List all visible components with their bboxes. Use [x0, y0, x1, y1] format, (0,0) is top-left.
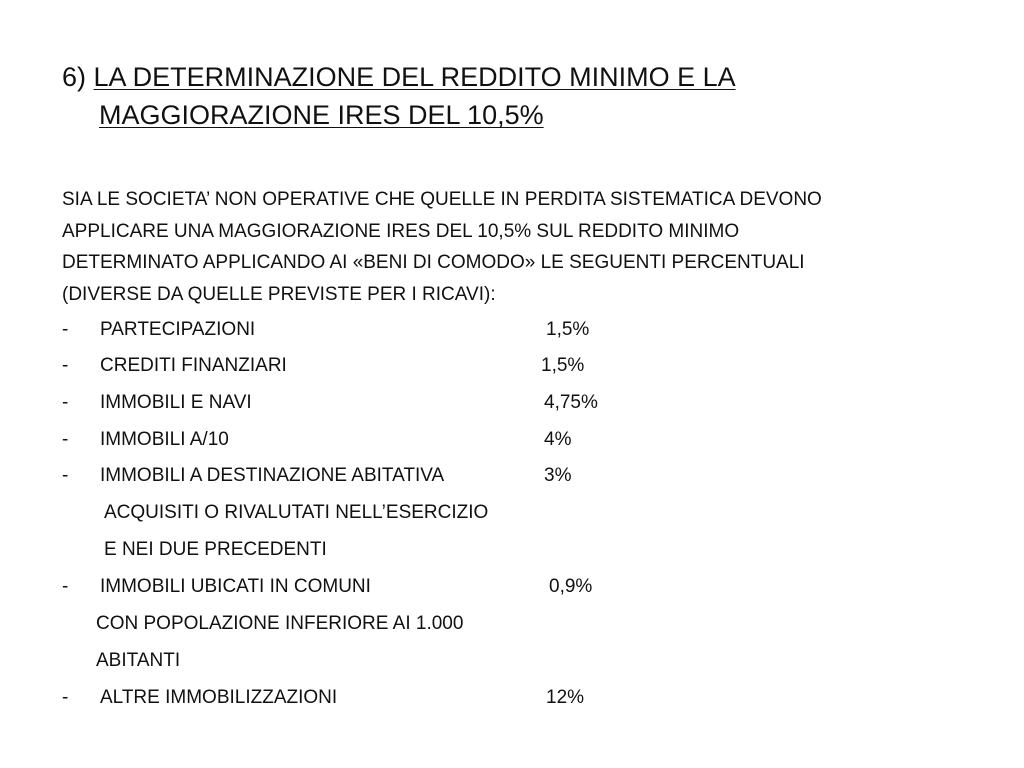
- list-item: [0, 683, 1024, 713]
- item-continuation: ACQUISITI O RIVALUTATI NELL’ESERCIZIO: [104, 502, 489, 523]
- item-label: IMMOBILI UBICATI IN COMUNI: [100, 576, 371, 597]
- bullet-dash: -: [62, 687, 69, 708]
- item-value: 0,9%: [549, 576, 593, 597]
- bullet-dash: -: [62, 392, 69, 413]
- list-item: [0, 388, 1024, 418]
- list-item: [0, 461, 1024, 491]
- item-value: 4,75%: [544, 392, 598, 413]
- title-line-2: MAGGIORAZIONE IRES DEL 10,5%: [99, 100, 544, 130]
- item-value: 3%: [544, 465, 572, 486]
- title-line-1: LA DETERMINAZIONE DEL REDDITO MINIMO E LA: [93, 62, 736, 92]
- slide-title: [62, 58, 822, 134]
- bullet-dash: -: [62, 355, 69, 376]
- list-item: [0, 572, 1024, 602]
- bullet-dash: -: [62, 465, 69, 486]
- item-value: 1,5%: [546, 319, 590, 340]
- list-item: [0, 315, 1024, 345]
- intro-line-4: (DIVERSE DA QUELLE PREVISTE PER I RICAVI):: [62, 283, 496, 305]
- item-value: 12%: [546, 687, 585, 708]
- bullet-dash: -: [62, 576, 69, 597]
- item-continuation: ABITANTI: [96, 650, 181, 671]
- intro-line-2: APPLICARE UNA MAGGIORAZIONE IRES DEL 10,5% SUL REDDITO MINIMO: [62, 220, 740, 242]
- item-label: IMMOBILI E NAVI: [100, 392, 252, 413]
- item-continuation: CON POPOLAZIONE INFERIORE AI 1.000: [96, 613, 464, 634]
- bullet-dash: -: [62, 429, 69, 450]
- bullet-dash: -: [62, 319, 69, 340]
- item-label: ALTRE IMMOBILIZZAZIONI: [100, 687, 338, 708]
- item-value: 1,5%: [541, 355, 585, 376]
- item-continuation: E NEI DUE PRECEDENTI: [104, 539, 327, 560]
- item-label: IMMOBILI A DESTINAZIONE ABITATIVA: [100, 465, 445, 486]
- list-item: [0, 425, 1024, 455]
- list-item: [0, 351, 1024, 381]
- intro-line-1: SIA LE SOCIETA’ NON OPERATIVE CHE QUELLE IN PERDITA SISTEMATICA DEVONO: [62, 189, 822, 210]
- item-value: 4%: [544, 429, 572, 450]
- item-label: IMMOBILI A/10: [100, 429, 229, 450]
- intro-paragraph: [62, 184, 962, 310]
- item-label: PARTECIPAZIONI: [100, 319, 256, 340]
- title-number: 6): [62, 62, 87, 92]
- intro-line-3: DETERMINATO APPLICANDO AI «BENI DI COMODO» LE SEGUENTI PERCENTUALI: [62, 252, 805, 273]
- item-label: CREDITI FINANZIARI: [100, 355, 287, 376]
